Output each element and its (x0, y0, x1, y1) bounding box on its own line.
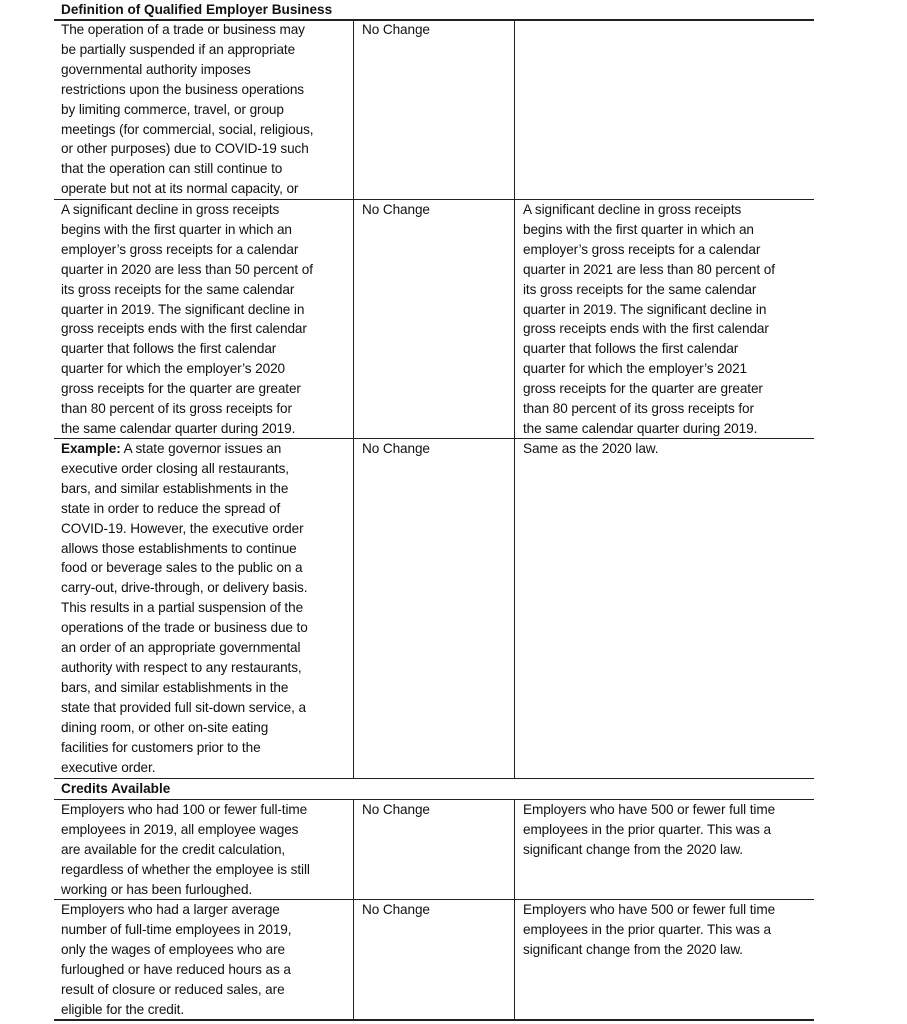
text-line: This results in a partial suspension of the (61, 600, 304, 616)
text-line: significant change from the 2020 law. (523, 841, 743, 857)
text-line: number of full-time employees in 2019, (61, 921, 292, 937)
text-line: A significant decline in gross receipts (523, 202, 742, 217)
row-3-2021-law: Same as the 2020 law. (523, 441, 659, 456)
text-line: Employers who had 100 or fewer full-time (61, 802, 308, 817)
text-line: regardless of whether the employee is still (61, 861, 310, 877)
text-line: or other purposes) due to COVID-19 such (61, 141, 309, 157)
example-label: Example: (61, 441, 121, 456)
text-line: COVID-19. However, the executive order (61, 520, 304, 536)
text-line (61, 439, 308, 459)
text-line: employees in 2019, all employee wages (61, 821, 299, 837)
text-line: executive order closing all restaurants, (61, 460, 289, 476)
text-line: state that provided full sit-down service, a (61, 699, 306, 715)
row-3-change-status: No Change (362, 441, 430, 456)
text-line: carry-out, drive-through, or delivery basis. (61, 580, 308, 596)
text-line: Employers who had a larger average (61, 902, 280, 917)
text-line: Employers who have 500 or fewer full time (523, 802, 776, 817)
text-line: employees in the prior quarter. This was a (523, 821, 771, 837)
row-2-description (61, 200, 313, 439)
row-1-description (61, 20, 313, 199)
text-line: gross receipts ends with the first calendar (523, 321, 769, 337)
text-line: authority with respect to any restaurants, (61, 659, 302, 675)
row-5-2021-law (523, 900, 775, 960)
section-heading-definition: Definition of Qualified Employer Business (61, 2, 333, 17)
text-line: quarter in 2020 are less than 50 percent of (61, 261, 313, 277)
text-line: food or beverage sales to the public on a (61, 560, 303, 576)
text-line: employer’s gross receipts for a calendar (61, 241, 299, 257)
row-5-change-status: No Change (362, 902, 430, 917)
text-line: than 80 percent of its gross receipts for (61, 401, 292, 417)
text-line: eligible for the credit. (61, 1001, 185, 1017)
text-line: gross receipts ends with the first calendar (61, 321, 307, 337)
text-line: meetings (for commercial, social, religious, (61, 121, 314, 137)
text-line: begins with the first quarter in which an (523, 221, 754, 237)
text-line: employer’s gross receipts for a calendar (523, 241, 761, 257)
column-divider (353, 800, 354, 1020)
column-divider (514, 800, 515, 1020)
text-line: bars, and similar establishments in the (61, 480, 289, 496)
text-line: The operation of a trade or business may (61, 22, 305, 37)
text-line: result of closure or reduced sales, are (61, 981, 285, 997)
text-line: quarter for which the employer’s 2020 (61, 361, 285, 377)
row-4-2021-law (523, 800, 775, 860)
text-line: Employers who have 500 or fewer full time (523, 902, 776, 917)
text-line: gross receipts for the quarter are greater (523, 381, 763, 397)
text-line: significant change from the 2020 law. (523, 941, 743, 957)
text-line: that the operation can still continue to (61, 161, 283, 177)
example-first-line: A state governor issues an (120, 441, 282, 456)
text-line: restrictions upon the business operations (61, 81, 304, 97)
text-line: an order of an appropriate governmental (61, 640, 301, 656)
text-line: quarter in 2019. The significant decline in (61, 301, 305, 317)
text-line: furloughed or have reduced hours as a (61, 961, 291, 977)
text-line: its gross receipts for the same calendar (61, 281, 295, 297)
text-line: be partially suspended if an appropriate (61, 41, 296, 57)
text-line: gross receipts for the quarter are greater (61, 381, 301, 397)
text-line: only the wages of employees who are (61, 941, 285, 957)
text-line: quarter for which the employer’s 2021 (523, 361, 747, 377)
row-1-change-status: No Change (362, 22, 430, 37)
row-2-2021-law (523, 200, 775, 439)
text-line: the same calendar quarter during 2019. (61, 420, 296, 436)
row-4-change-status: No Change (362, 802, 430, 817)
text-line: operate but not at its normal capacity, or (61, 181, 299, 197)
text-line: employees in the prior quarter. This was a (523, 921, 771, 937)
text-line: dining room, or other on-site eating (61, 719, 269, 735)
text-line: governmental authority imposes (61, 61, 251, 77)
text-line: the same calendar quarter during 2019. (523, 420, 758, 436)
row-3-example (61, 439, 308, 777)
text-line: facilities for customers prior to the (61, 739, 261, 755)
text-line: bars, and similar establishments in the (61, 679, 289, 695)
text-line: quarter that follows the first calendar (61, 341, 277, 357)
text-line: operations of the trade or business due to (61, 620, 308, 636)
row-4-description (61, 800, 310, 900)
text-line: state in order to reduce the spread of (61, 500, 281, 516)
text-line: by limiting commerce, travel, or group (61, 101, 284, 117)
row-5-description (61, 900, 291, 1019)
text-line: are available for the credit calculation, (61, 841, 286, 857)
text-line: A significant decline in gross receipts (61, 202, 280, 217)
section-heading-credits: Credits Available (61, 781, 171, 796)
text-line: executive order. (61, 759, 156, 775)
text-line: than 80 percent of its gross receipts for (523, 401, 754, 417)
text-line: begins with the first quarter in which an (61, 221, 292, 237)
text-line: quarter that follows the first calendar (523, 341, 739, 357)
text-line: its gross receipts for the same calendar (523, 281, 757, 297)
row-2-change-status: No Change (362, 202, 430, 217)
text-line: quarter in 2021 are less than 80 percent of (523, 261, 775, 277)
text-line: allows those establishments to continue (61, 540, 297, 556)
text-line: working or has been furloughed. (61, 881, 253, 897)
column-divider (353, 19, 354, 779)
text-line: quarter in 2019. The significant decline in (523, 301, 767, 317)
column-divider (514, 19, 515, 779)
